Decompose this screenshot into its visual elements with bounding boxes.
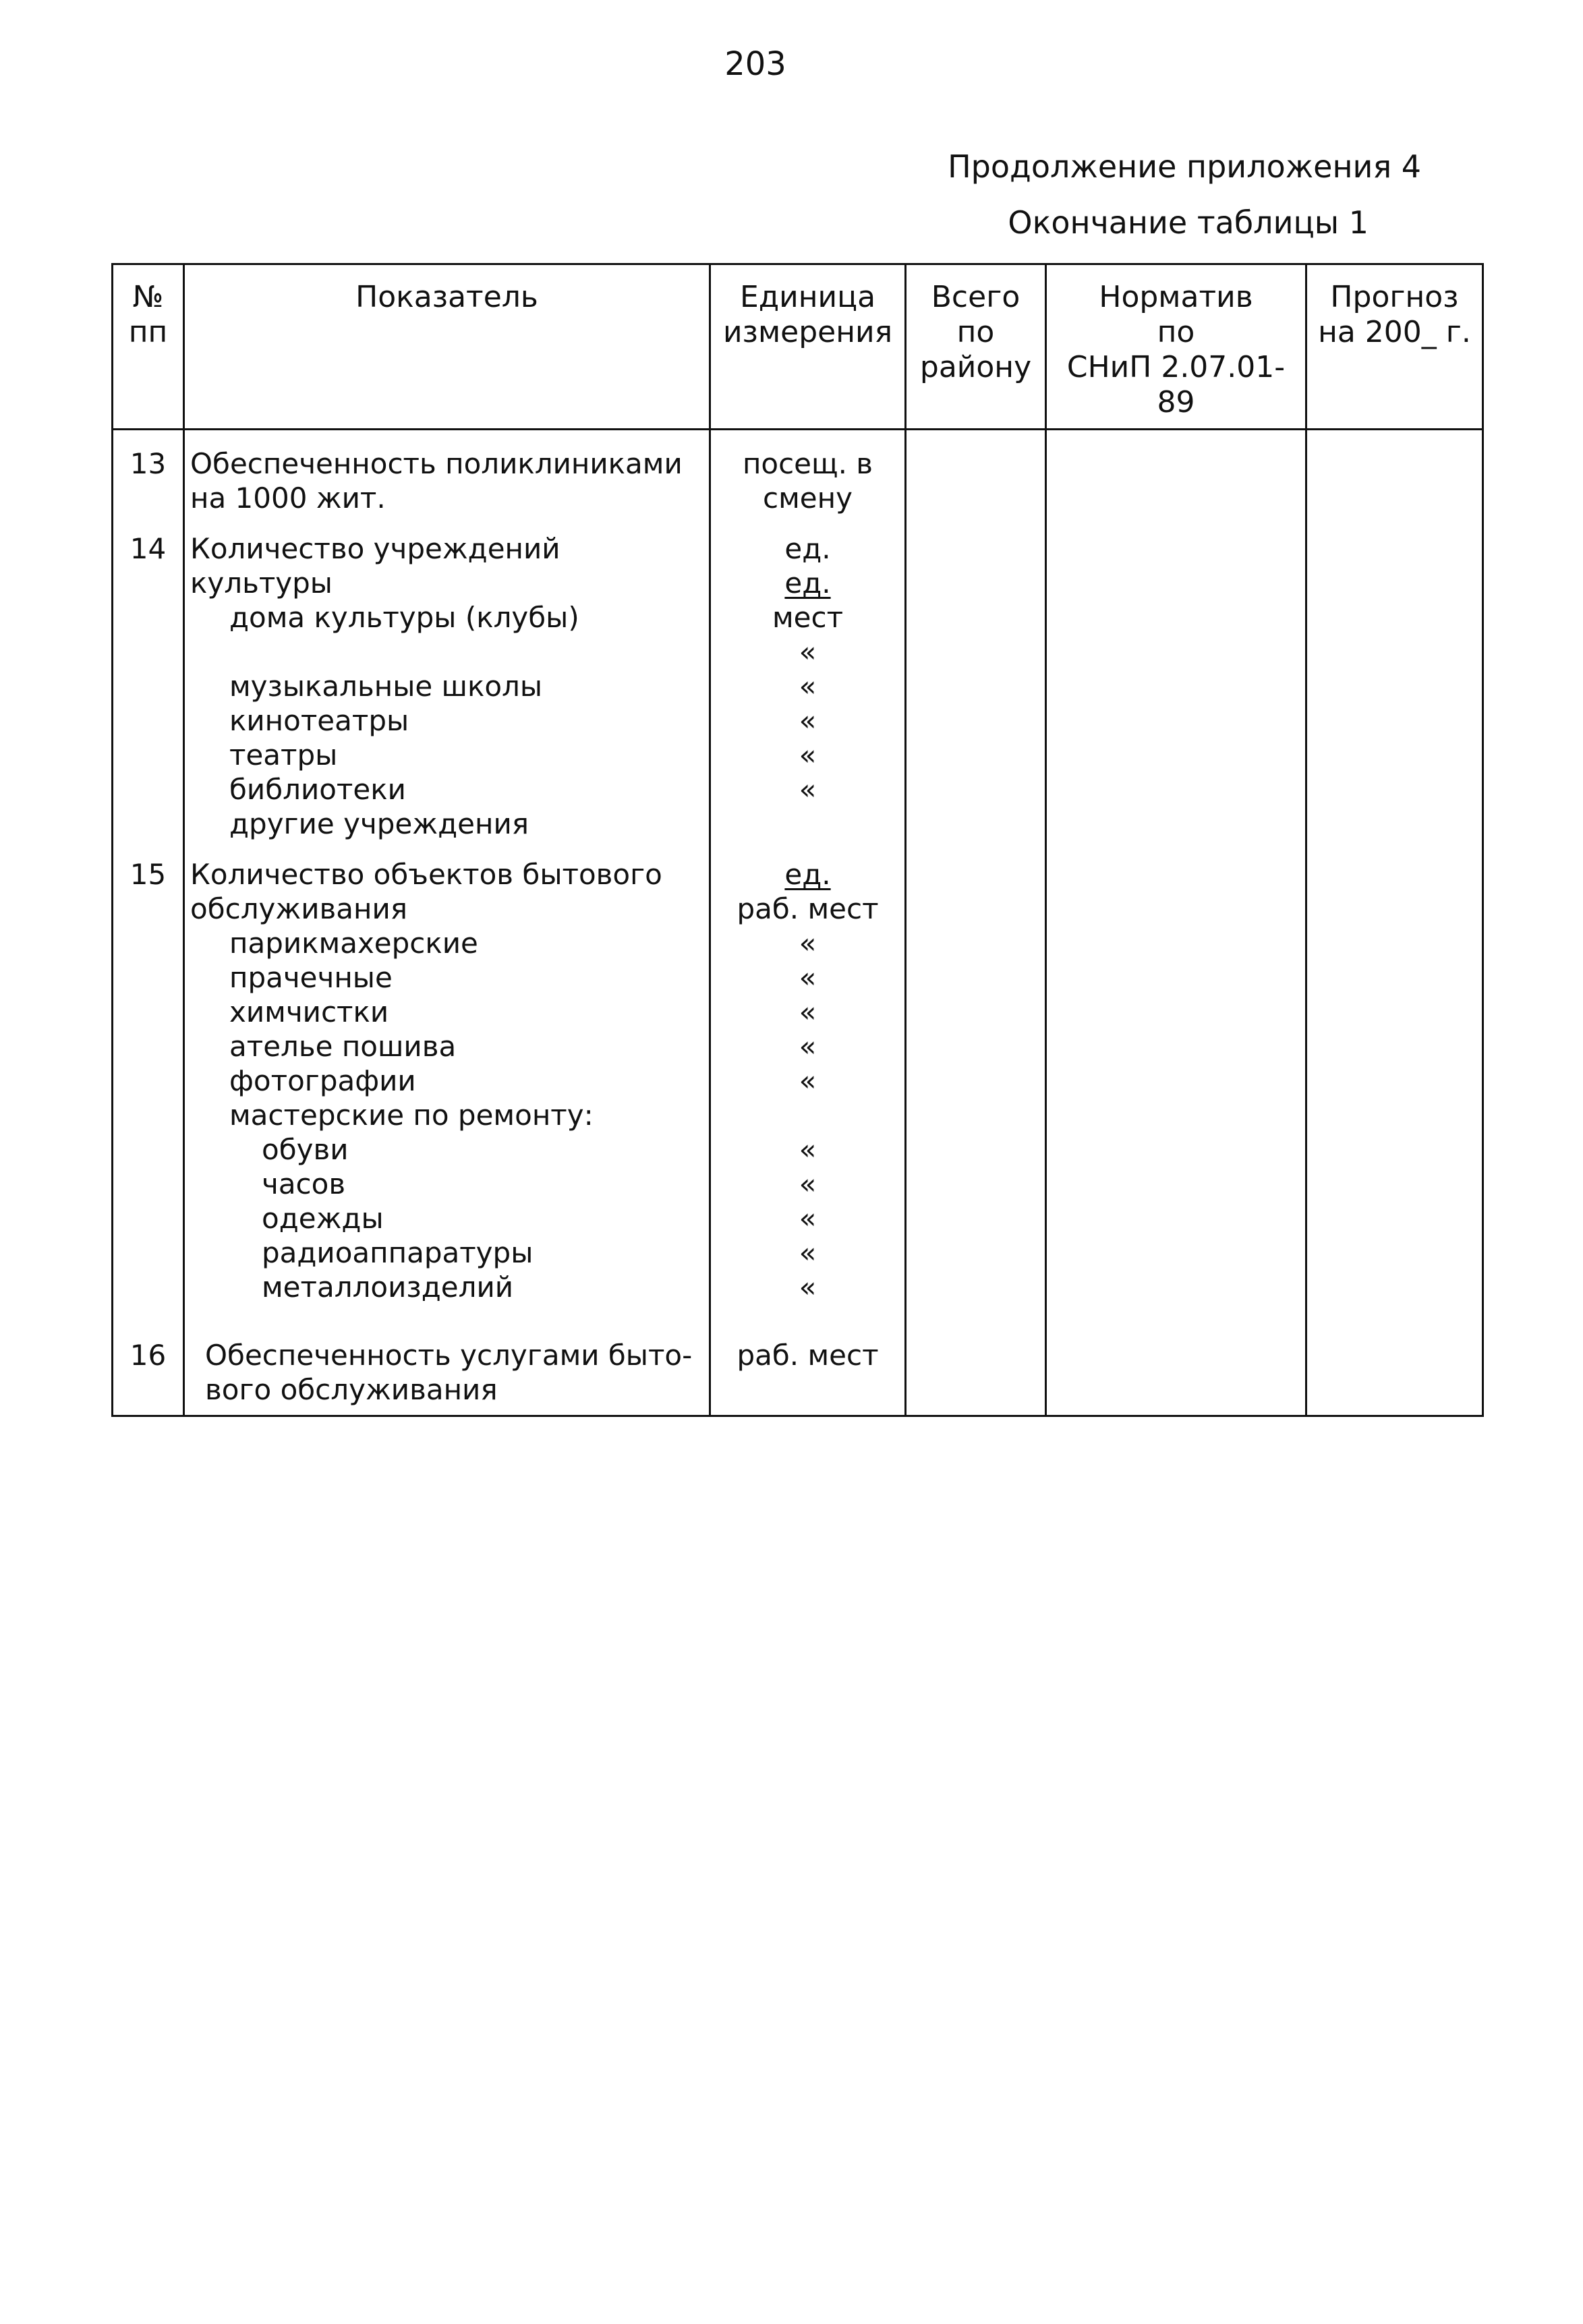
header-num: № пп <box>113 264 184 430</box>
row-number: 13 <box>113 430 184 516</box>
row-unit: посещ. в смену <box>710 430 906 516</box>
row-forecast <box>1306 515 1483 841</box>
row-unit: ед. ед. мест « « « « « <box>710 515 906 841</box>
table-row <box>113 515 1483 841</box>
appendix-continuation: Продолжение приложения 4 <box>948 148 1421 185</box>
row-forecast <box>1306 841 1483 1304</box>
row-number: 14 <box>113 515 184 841</box>
row-unit: ед. раб. мест « « « « « « « « « « <box>710 841 906 1304</box>
indicators-table <box>111 263 1484 1417</box>
table-row <box>113 841 1483 1304</box>
row-norm <box>1046 515 1306 841</box>
header-indicator: Показатель <box>184 264 710 430</box>
row-indicator: Количество объектов бытового обслуживания парикмахерские прачечные химчистки ателье пошива фотографии мастерские по ремонту: обуви часов одежды радиоаппаратуры металлоизделий <box>184 841 710 1304</box>
row-number: 15 <box>113 841 184 1304</box>
row-indicator: Обеспеченность поликлиниками на 1000 жит. <box>184 430 710 516</box>
row-norm <box>1046 841 1306 1304</box>
row-indicator: Обеспеченность услугами быто- вого обслуживания <box>184 1304 710 1416</box>
table-row <box>113 1304 1483 1416</box>
header-norm: Норматив по СНиП 2.07.01-89 <box>1046 264 1306 430</box>
row-total <box>906 430 1046 516</box>
row-norm <box>1046 1304 1306 1416</box>
table-title: Окончание таблицы 1 <box>1008 204 1369 241</box>
row-forecast <box>1306 1304 1483 1416</box>
row-forecast <box>1306 430 1483 516</box>
row-norm <box>1046 430 1306 516</box>
row-unit: раб. мест <box>710 1304 906 1416</box>
row-total <box>906 515 1046 841</box>
row-total <box>906 1304 1046 1416</box>
row-indicator: Количество учреждений культуры дома культуры (клубы) музыкальные школы кинотеатры театры библиотеки другие учреждения <box>184 515 710 841</box>
row-total <box>906 841 1046 1304</box>
header-unit: Единица измерения <box>710 264 906 430</box>
header-forecast: Прогноз на 200_ г. <box>1306 264 1483 430</box>
table-header <box>113 264 1483 430</box>
row-number: 16 <box>113 1304 184 1416</box>
page-number: 203 <box>724 45 786 83</box>
header-total: Всего по району <box>906 264 1046 430</box>
table-row <box>113 430 1483 516</box>
